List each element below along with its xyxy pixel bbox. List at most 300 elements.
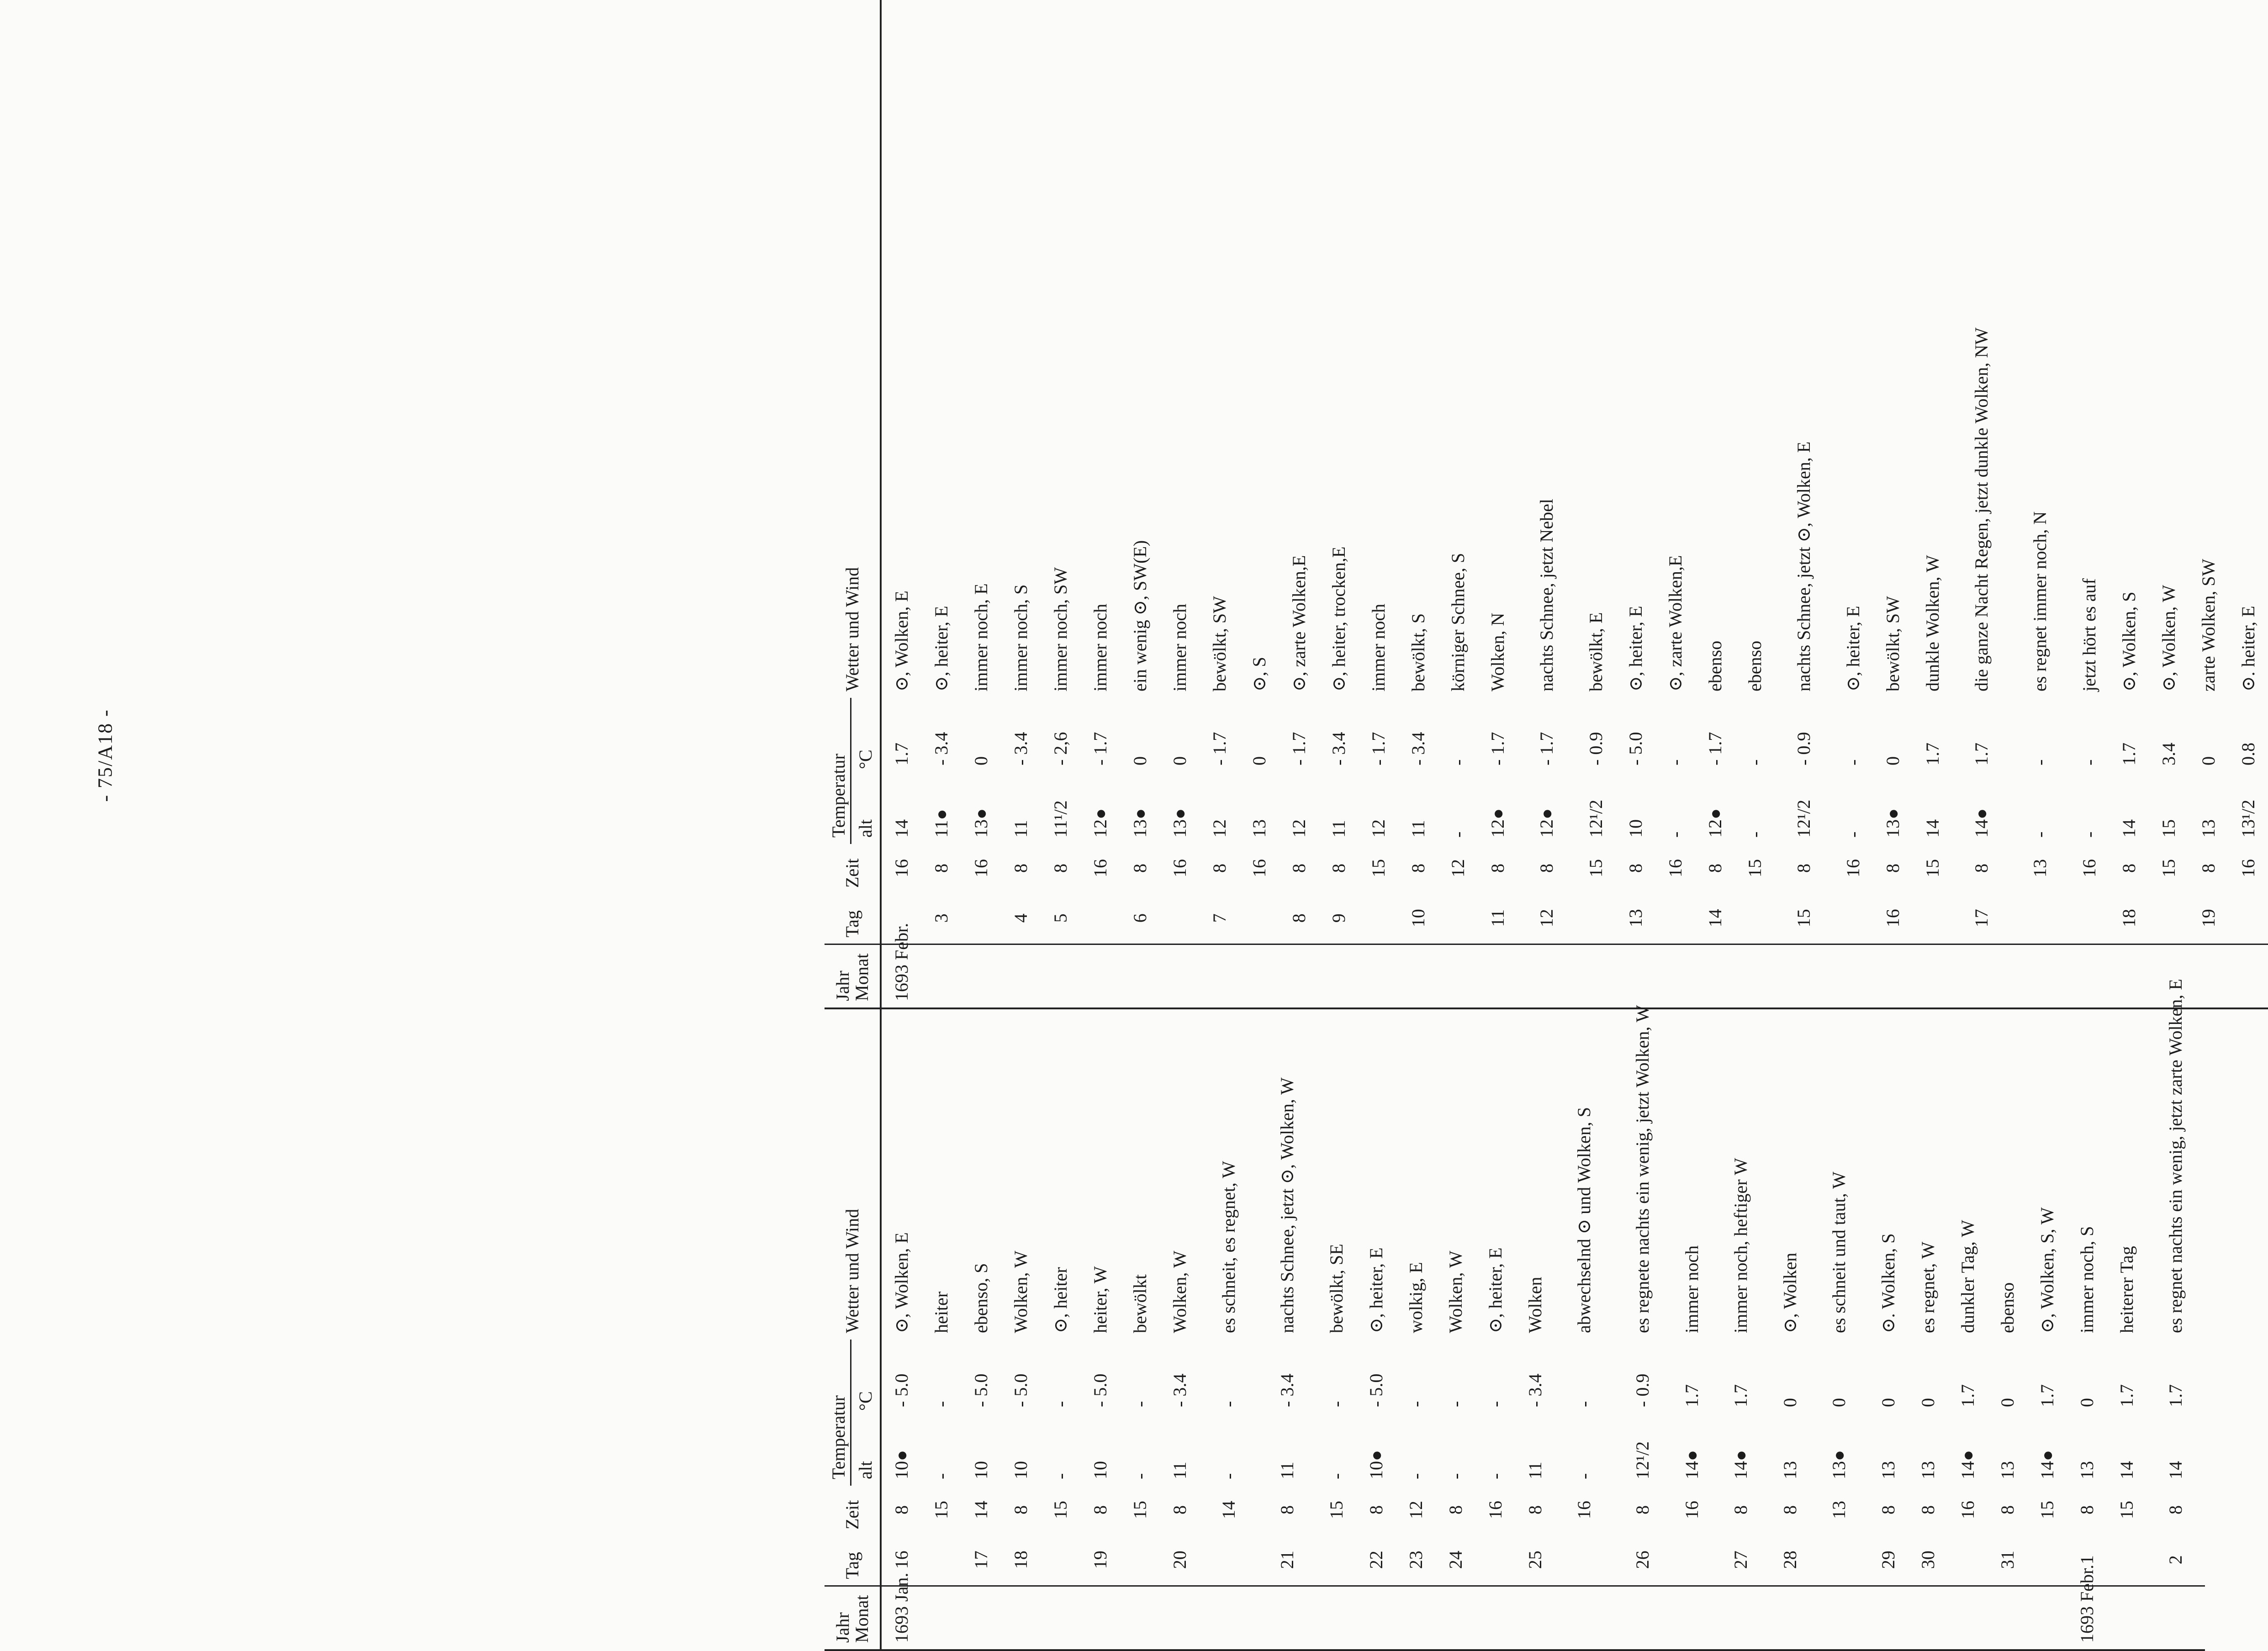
cell-tag: 5 [1050,913,1071,923]
cell-jahr-monat [1080,1586,1120,1650]
cell-wetter-und-wind: es schneit, es regnet, W [1218,1161,1239,1333]
cell-wetter-und-wind: immer noch [1169,603,1190,691]
cell-jahr-monat [1770,1586,1810,1650]
cell-temp-alt: 11● [930,809,952,838]
cell-tag: 24 [1445,1551,1466,1569]
cell-temp-alt: 11¹/2 [1050,800,1071,838]
cell-zeit: 13 [1829,1501,1849,1519]
cell-temp-celsius: - [1485,1401,1506,1407]
cell-temp-alt: 12¹/2 [1632,1441,1653,1479]
cell-zeit: 16 [1248,859,1269,877]
cell-temp-alt: 12● [1704,808,1725,838]
cell-temp-celsius: 0 [1779,1398,1800,1407]
cell-temp-celsius: - 3.4 [1407,732,1428,765]
cell-temp-alt: 12¹/2 [1585,799,1606,838]
table-row [1672,490,1712,1650]
cell-temp-alt: 10 [970,1461,991,1479]
table-row [1436,490,1475,1650]
cell-wetter-und-wind: ⊙. Wolken, S [1877,1233,1898,1333]
cell-temp-alt: 13¹/2 [2237,799,2258,838]
table-row [2228,0,2268,1008]
cell-wetter-und-wind: heiter, W [1089,1266,1110,1333]
cell-jahr-monat [1258,1586,1316,1650]
cell-temp-celsius: - [1129,1401,1150,1407]
cell-zeit: 16 [1485,1501,1506,1519]
cell-zeit: 15 [2116,1501,2137,1519]
cell-temp-alt: 13 [1877,1461,1898,1479]
cell-zeit: 8 [1277,1505,1297,1514]
cell-wetter-und-wind: ⊙, heiter, E [1625,606,1646,691]
cell-temp-alt: - [1574,1473,1594,1479]
cell-temp-celsius: - 3.4 [1010,732,1031,765]
cell-temp-celsius: - [1326,1401,1347,1407]
cell-wetter-und-wind: dunkler Tag, W [1957,1220,1978,1333]
cell-zeit: 15 [930,1501,952,1519]
cell-jahr-monat: 1693 Febr. [2067,1586,2107,1650]
table-row [1712,490,1770,1650]
cell-temp-celsius: 0 [1882,756,1903,765]
cell-temp-celsius: - [1405,1401,1426,1407]
cell-temp-celsius: 1.7 [891,743,912,765]
cell-temp-celsius: 1.7 [2118,743,2139,765]
table-row [1396,490,1436,1650]
header-jahr-monat-line: Monat [851,1595,872,1643]
cell-temp-celsius: - 5.0 [1010,1373,1031,1407]
header-jahr-monat-line: Jahr [832,971,853,1001]
page-number: - 75/A18 - [94,709,116,802]
cell-zeit: 8 [1089,1505,1110,1514]
cell-zeit: 15 [1744,859,1765,877]
cell-tag: 11 [1487,909,1508,927]
cell-tag: 13 [1625,909,1646,928]
cell-temp-celsius: - [930,1401,952,1407]
cell-wetter-und-wind: ⊙, Wolken, W [2158,585,2179,691]
cell-temp-celsius: 0 [1877,1398,1898,1407]
table-row [1613,490,1672,1650]
cell-wetter-und-wind: ⊙, Wolken, S, W [2036,1207,2057,1333]
cell-tag: 4 [1010,913,1031,923]
cell-temp-alt: 12● [1089,808,1110,838]
cell-temp-alt: 11 [1328,820,1349,838]
cell-temp-celsius: - 1.7 [1288,732,1309,765]
cell-temp-celsius: 1.7 [1922,743,1943,765]
cell-temp-celsius: 0 [2076,1398,2097,1407]
cell-zeit: 8 [930,864,952,873]
cell-jahr-monat [2228,944,2268,1008]
cell-temp-alt: - [1129,1473,1150,1479]
cell-temp-alt: 14 [1922,819,1943,838]
cell-tag: 3 [930,913,952,923]
cell-temp-alt: 14● [1681,1450,1702,1479]
cell-tag [921,1536,961,1586]
cell-jahr-monat [1810,1586,1868,1650]
cell-tag: 17 [970,1551,991,1569]
cell-temp-alt: 13 [1997,1461,2018,1479]
cell-tag: 20 [1169,1551,1190,1569]
cell-zeit: 16 [2078,859,2099,877]
cell-temp-celsius: 1.7 [2036,1384,2057,1407]
cell-wetter-und-wind: ⊙, heiter, E [1365,1247,1386,1333]
cell-tag [1120,1536,1160,1586]
cell-tag: 10 [1407,909,1428,928]
cell-temp-alt: 13● [1829,1450,1849,1479]
cell-jahr-monat [921,1586,961,1650]
cell-temp-alt: 13 [1248,819,1269,838]
cell-wetter-und-wind: ⊙, zarte Wolken,E [1288,555,1309,691]
cell-wetter-und-wind: ⊙, heiter, E [1842,606,1863,691]
cell-temp-alt: - [1485,1473,1506,1479]
cell-zeit: 16 [1681,1501,1702,1519]
cell-zeit: 8 [1169,1505,1190,1514]
cell-zeit: 15 [1326,1501,1347,1519]
cell-wetter-und-wind: ⊙, zarte Wolken,E [1665,555,1686,691]
header-temperatur: Temperatur [825,698,851,844]
cell-wetter-und-wind: ebenso [1704,640,1725,691]
cell-zeit: 8 [1997,1505,2018,1514]
cell-zeit: 12 [1447,859,1468,877]
cell-zeit: 8 [1209,864,1230,873]
table-row [881,490,921,1650]
cell-wetter-und-wind: ⊙, Wolken, E [891,591,912,691]
cell-temp-celsius: 0 [1997,1398,2018,1407]
cell-temp-alt: 14 [2118,819,2139,838]
cell-wetter-und-wind: immer noch, heftiger W [1730,1158,1751,1333]
cell-temp-celsius: - 3.4 [1524,1373,1545,1407]
cell-wetter-und-wind: bewölkt, S [1407,613,1428,691]
cell-temp-alt: - [2078,831,2099,838]
cell-zeit: 14 [970,1501,991,1519]
cell-temp-alt: 11 [1169,1461,1190,1479]
cell-temp-alt: 13● [1169,808,1190,838]
cell-wetter-und-wind: ⊙, Wolken, E [891,1232,912,1333]
cell-wetter-und-wind: körniger Schnee, S [1447,553,1468,691]
cell-zeit: 16 [2237,859,2258,877]
cell-zeit: 16 [1957,1501,1978,1519]
cell-temp-alt: - [1218,1473,1239,1479]
cell-temp-alt: 13● [970,808,991,838]
cell-zeit: 8 [1365,1505,1386,1514]
cell-jahr-monat [1160,1586,1200,1650]
cell-temp-alt: 10● [1365,1450,1386,1479]
cell-temp-alt: 14 [2165,1461,2186,1479]
cell-temp-alt: 14 [2116,1461,2137,1479]
cell-wetter-und-wind: nachts Schnee, jetzt ⊙, Wolken, W [1277,1077,1297,1333]
cell-temp-celsius: - 1.7 [1704,732,1725,765]
cell-temp-celsius: - 1.7 [1368,732,1389,765]
cell-temp-alt: - [1842,831,1863,838]
cell-temp-alt: 14 [891,819,912,838]
cell-jahr-monat [1120,1586,1160,1650]
cell-temp-celsius: 0 [1129,756,1150,765]
cell-temp-alt: - [1050,1473,1071,1479]
cell-wetter-und-wind: immer noch [1368,603,1389,691]
table-row [921,490,961,1650]
cell-zeit: 16 [1665,859,1686,877]
cell-temp-celsius: - 1.7 [1487,732,1508,765]
header-zeit: Zeit [825,844,881,894]
cell-zeit: 8 [1730,1505,1751,1514]
table-row [961,490,1001,1650]
cell-wetter-und-wind: heiter [930,1291,952,1333]
cell-wetter-und-wind: ⊙, Wolken [1779,1252,1800,1333]
cell-temp-alt: 15 [2158,819,2179,838]
cell-wetter-und-wind: abwechselnd ⊙ und Wolken, S [1574,1107,1594,1333]
cell-temp-celsius: - 5.0 [891,1373,912,1407]
cell-wetter-und-wind: bewölkt, SE [1326,1244,1347,1333]
cell-temp-alt: 10 [1625,819,1646,838]
cell-tag: 14 [1704,909,1725,928]
cell-jahr-monat [2027,1586,2067,1650]
cell-zeit: 16 [970,859,991,877]
cell-temp-celsius: - [1445,1401,1466,1407]
cell-temp-celsius: - 5.0 [1089,1373,1110,1407]
cell-wetter-und-wind: Wolken, W [1169,1250,1190,1333]
cell-temp-alt: 13 [1779,1461,1800,1479]
cell-tag: 18 [1010,1551,1031,1569]
cell-jahr-monat [1712,1586,1770,1650]
cell-jahr-monat: 1693 Febr. [881,944,921,1008]
cell-temp-alt: - [1405,1473,1426,1479]
cell-wetter-und-wind: die ganze Nacht Regen, jetzt dunkle Wolken, NW [1971,327,1992,691]
cell-temp-celsius: - 5.0 [1625,732,1646,765]
cell-temp-alt: 10 [1010,1461,1031,1479]
cell-wetter-und-wind: Wolken, W [1010,1250,1031,1333]
cell-wetter-und-wind: immer noch, SW [1050,567,1071,691]
cell-jahr-monat [1475,1586,1515,1650]
cell-temp-celsius: - 5.0 [970,1373,991,1407]
table-row [1160,490,1200,1650]
cell-jahr-monat [1613,1586,1672,1650]
cell-zeit: 8 [1445,1505,1466,1514]
cell-zeit: 8 [2198,864,2219,873]
table-row [1041,490,1080,1650]
cell-temp-celsius: - 3.4 [930,732,952,765]
cell-tag: 9 [1328,913,1349,923]
cell-wetter-und-wind: nachts Schnee, jetzt ⊙, Wolken, E [1793,441,1814,691]
cell-temp-celsius: - 0.9 [1793,732,1814,765]
cell-jahr-monat [1948,1586,1988,1650]
cell-zeit: 8 [1010,1505,1031,1514]
cell-tag: 26 [1632,1551,1653,1569]
cell-temp-celsius: - [1744,759,1765,765]
table-row [1356,490,1396,1650]
cell-wetter-und-wind: es regnete nachts ein wenig, jetzt Wolken, W [1632,1005,1653,1333]
cell-tag [1200,1536,1258,1586]
cell-zeit: 8 [1882,864,1903,873]
table-row [1770,490,1810,1650]
cell-temp-alt: 13 [1917,1461,1938,1479]
cell-zeit: 8 [1407,864,1428,873]
cell-temp-alt: 12 [1288,819,1309,838]
cell-temp-celsius: - 3.4 [1169,1373,1190,1407]
cell-temp-celsius: - 1.7 [1209,732,1230,765]
table-row [1001,490,1041,1650]
cell-temp-alt: 12 [1368,819,1389,838]
cell-tag: 21 [1277,1551,1297,1569]
header-celsius: °C [851,698,881,775]
cell-wetter-und-wind: ⊙, heiter, trocken,E [1328,546,1349,691]
table-row [2067,490,2107,1650]
cell-temp-alt: 12● [1487,808,1508,838]
cell-wetter-und-wind: ⊙, Wolken, S [2118,591,2139,691]
cell-zeit: 8 [1536,864,1557,873]
cell-jahr-monat [1356,1586,1396,1650]
cell-temp-celsius: 0 [2198,756,2219,765]
cell-temp-celsius: 1.7 [2165,1384,2186,1407]
cell-temp-celsius: 3.4 [2158,743,2179,765]
cell-tag [2107,1536,2146,1586]
header-zeit: Zeit [825,1486,881,1536]
cell-temp-alt: - [1744,831,1765,838]
cell-temp-celsius: - [1050,1401,1071,1407]
table-row [1515,490,1555,1650]
cell-temp-alt: 14● [1957,1450,1978,1479]
cell-temp-celsius: - 1.7 [1536,732,1557,765]
cell-temp-celsius: 1.7 [2116,1384,2137,1407]
cell-wetter-und-wind: ⊙. heiter, E [2237,606,2258,691]
cell-temp-alt: 11 [1277,1461,1297,1479]
cell-temp-celsius: - 0.9 [1632,1373,1653,1407]
cell-zeit: 8 [1487,864,1508,873]
cell-zeit: 15 [1129,1501,1150,1519]
cell-jahr-monat [1001,1586,1041,1650]
cell-jahr-monat [1988,1586,2027,1650]
table-row [1908,490,1948,1650]
cell-wetter-und-wind: es regnet immer noch, N [2030,511,2050,691]
cell-wetter-und-wind: wolkig, E [1405,1262,1426,1333]
cell-tag: 19 [2198,909,2219,928]
cell-zeit: 8 [1971,864,1992,873]
cell-temp-alt: 13● [1882,808,1903,838]
cell-temp-alt: - [2030,831,2050,838]
cell-jahr-monat [1908,1586,1948,1650]
cell-wetter-und-wind: jetzt hört es auf [2078,578,2099,691]
cell-zeit: 16 [1169,859,1190,877]
cell-zeit: 8 [891,1505,912,1514]
cell-temp-alt: 13 [2076,1461,2097,1479]
cell-tag: 19 [1089,1551,1110,1569]
cell-zeit: 15 [1922,859,1943,877]
cell-temp-celsius: 0 [1169,756,1190,765]
table-row [1988,490,2027,1650]
cell-tag: 23 [1405,1551,1426,1569]
cell-wetter-und-wind: Wolken, N [1487,612,1508,691]
cell-temp-alt: - [1447,831,1468,838]
cell-wetter-und-wind: es regnet, W [1917,1241,1938,1333]
cell-zeit: 15 [2036,1501,2057,1519]
cell-wetter-und-wind: bewölkt [1129,1274,1150,1333]
cell-jahr-monat: 1693 Jan. [881,1586,921,1650]
cell-tag: 27 [1730,1551,1751,1569]
cell-wetter-und-wind: es regnet nachts ein wenig, jetzt zarte Wolken, E [2165,979,2186,1333]
cell-zeit: 8 [2118,864,2139,873]
cell-wetter-und-wind: heiterer Tag [2116,1246,2137,1333]
cell-jahr-monat [1396,1586,1436,1650]
cell-wetter-und-wind: ⊙, heiter [1050,1267,1071,1333]
cell-temp-celsius: - [1842,759,1863,765]
cell-temp-celsius: - 0.9 [1585,732,1606,765]
cell-wetter-und-wind: bewölkt, E [1585,612,1606,691]
cell-temp-alt: - [1326,1473,1347,1479]
header-tag: Tag [825,894,881,944]
cell-temp-celsius: 1.7 [1730,1384,1751,1407]
cell-zeit: 8 [1917,1505,1938,1514]
cell-temp-celsius: - 3.4 [1328,732,1349,765]
cell-jahr-monat [1868,1586,1908,1650]
cell-temp-alt: 11 [1010,820,1031,838]
cell-wetter-und-wind: ⊙, heiter, E [1485,1247,1506,1333]
cell-zeit: 12 [1405,1501,1426,1519]
cell-tag: 16 [891,1551,912,1569]
cell-zeit: 13 [2030,859,2050,877]
cell-wetter-und-wind: dunkle Wolken, W [1922,555,1943,691]
cell-tag: 31 [1997,1551,2018,1569]
cell-zeit: 8 [1877,1505,1898,1514]
cell-temp-celsius: - [1447,759,1468,765]
cell-jahr-monat [2146,1586,2205,1650]
cell-temp-alt: - [1445,1473,1466,1479]
cell-zeit: 8 [1704,864,1725,873]
cell-wetter-und-wind: ⊙, heiter, E [930,606,952,691]
cell-zeit: 15 [1368,859,1389,877]
cell-temp-celsius: 0 [1829,1398,1849,1407]
cell-wetter-und-wind: immer noch [1089,603,1110,691]
cell-zeit: 8 [1050,864,1071,873]
cell-tag: 15 [1793,909,1814,928]
cell-temp-celsius: 1.7 [1971,743,1992,765]
header-jahr-monat-line: Monat [851,953,872,1001]
header-alt: alt [851,775,881,844]
cell-jahr-monat [1555,1586,1613,1650]
cell-temp-alt: 14● [1971,808,1992,838]
cell-zeit: 8 [1129,864,1150,873]
table-row [1080,490,1120,1650]
weather-log [825,490,2205,1651]
table-row [1258,490,1316,1650]
cell-temp-celsius: - 5.0 [1365,1373,1386,1407]
cell-tag: 2 [2165,1555,2186,1565]
cell-temp-alt: 10 [1089,1461,1110,1479]
header-celsius: °C [851,1340,881,1417]
cell-tag: 17 [1971,909,1992,928]
cell-wetter-und-wind: bewölkt, SW [1209,596,1230,691]
cell-temp-celsius: - [2030,759,2050,765]
cell-temp-celsius: 0 [1917,1398,1938,1407]
cell-zeit: 15 [1585,859,1606,877]
cell-tag: 12 [1536,909,1557,928]
cell-jahr-monat [2107,1586,2146,1650]
cell-jahr-monat [1041,1586,1080,1650]
cell-tag: 22 [1365,1551,1386,1569]
cell-zeit: 8 [1524,1505,1545,1514]
table-row [1120,490,1160,1650]
cell-tag [1316,1536,1356,1586]
header-wetter-und-wind: Wetter und Wind [825,490,881,1340]
cell-temp-celsius: - [2078,759,2099,765]
cell-zeit: 15 [2158,859,2179,877]
cell-tag [1475,1536,1515,1586]
cell-jahr-monat [1672,1586,1712,1650]
cell-tag [1555,1536,1613,1586]
cell-tag: 28 [1779,1551,1800,1569]
cell-zeit: 8 [1328,864,1349,873]
cell-zeit: 8 [1625,864,1646,873]
cell-wetter-und-wind: nachts Schnee, jetzt Nebel [1536,498,1557,691]
table-row [2027,490,2067,1650]
cell-zeit: 8 [1288,864,1309,873]
cell-tag [1810,1536,1868,1586]
table-row [1475,490,1515,1650]
